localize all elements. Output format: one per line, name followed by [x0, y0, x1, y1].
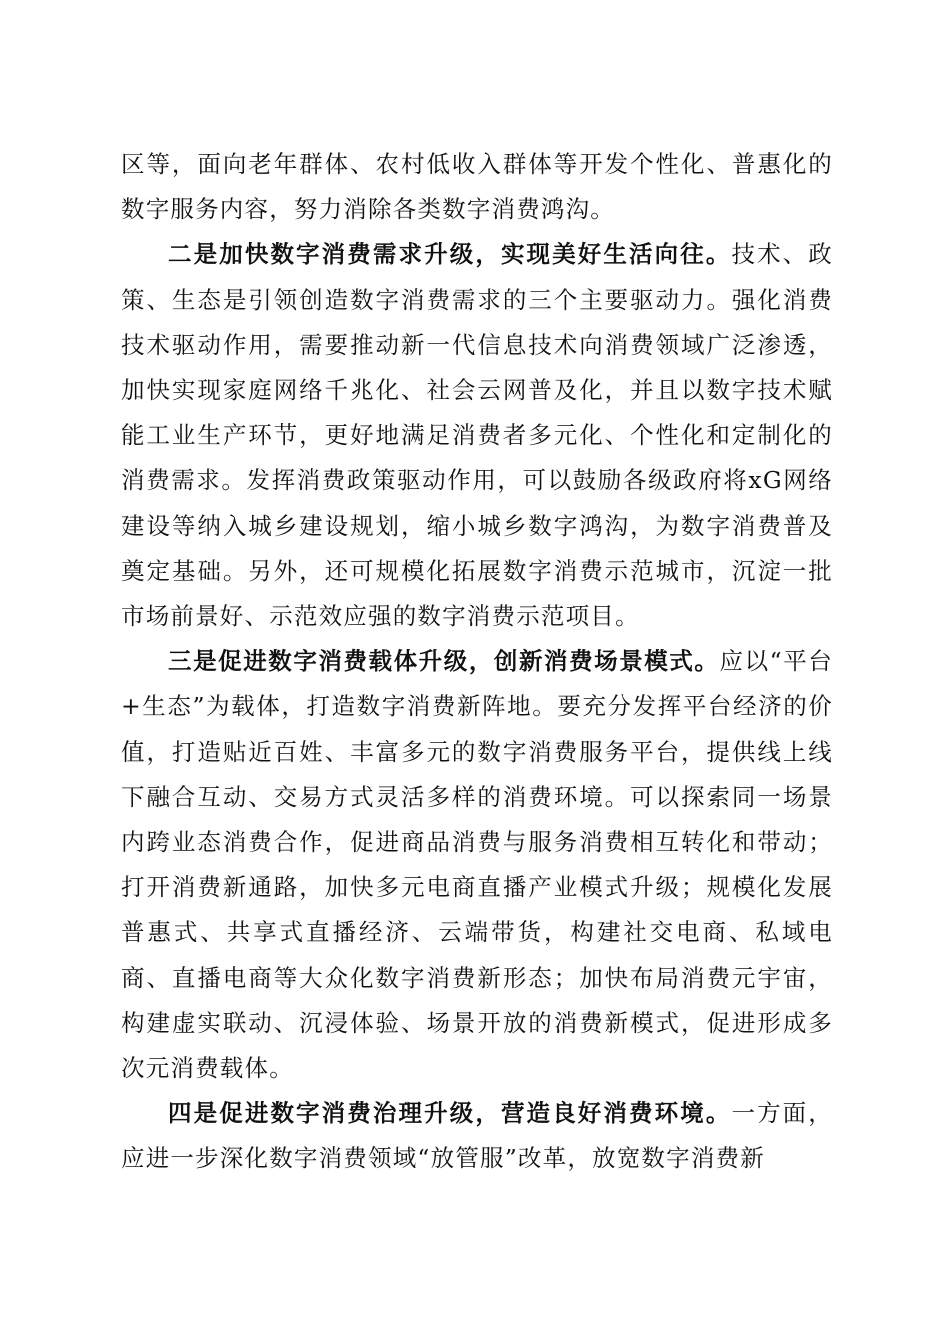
- paragraph-lead: 三是促进数字消费载体升级，创新消费场景模式。: [168, 647, 720, 676]
- paragraph-lead: 二是加快数字消费需求升级，实现美好生活向往。: [168, 240, 732, 269]
- paragraph-text: 一方面，应进一步深化数字消费领域“放管服”改革，放宽数字消费新: [121, 1099, 833, 1173]
- document-body: [121, 142, 833, 1182]
- paragraph-text: 技术、政策、生态是引领创造数字消费需求的三个主要驱动力。强化消费技术驱动作用，需要推动新一代信息技术向消费领域广泛渗透，加快实现家庭网络千兆化、社会云网普及化，并且以数字技术赋能工业生产环节，更好地满足消费者多元化、个性化和定制化的消费需求。发挥消费政策驱动作用，可以鼓励各级政府将xG网络建设等纳入城乡建设规划，缩小城乡数字鸿沟，为数字消费普及奠定基础。另外，还可规模化拓展数字消费示范城市，沉淀一批市场前景好、示范效应强的数字消费示范项目。: [121, 240, 833, 631]
- paragraph-text: 应以“平台+生态”为载体，打造数字消费新阵地。要充分发挥平台经济的价值，打造贴近百姓、丰富多元的数字消费服务平台，提供线上线下融合互动、交易方式灵活多样的消费环境。可以探索同一场景内跨业态消费合作，促进商品消费与服务消费相互转化和带动；打开消费新通路，加快多元电商直播产业模式升级；规模化发展普惠式、共享式直播经济、云端带货，构建社交电商、私域电商、直播电商等大众化数字消费新形态；加快布局消费元宇宙，构建虚实联动、沉浸体验、场景开放的消费新模式，促进形成多次元消费载体。: [121, 647, 834, 1083]
- paragraph-demand-upgrade: [121, 232, 833, 639]
- paragraph-lead: 四是促进数字消费治理升级，营造良好消费环境。: [168, 1099, 732, 1128]
- paragraph-text: 区等，面向老年群体、农村低收入群体等开发个性化、普惠化的数字服务内容，努力消除各类数字消费鸿沟。: [121, 150, 833, 224]
- paragraph-carrier-upgrade: [121, 639, 833, 1091]
- paragraph-governance-upgrade: [121, 1091, 833, 1181]
- paragraph-continuation: [121, 142, 833, 232]
